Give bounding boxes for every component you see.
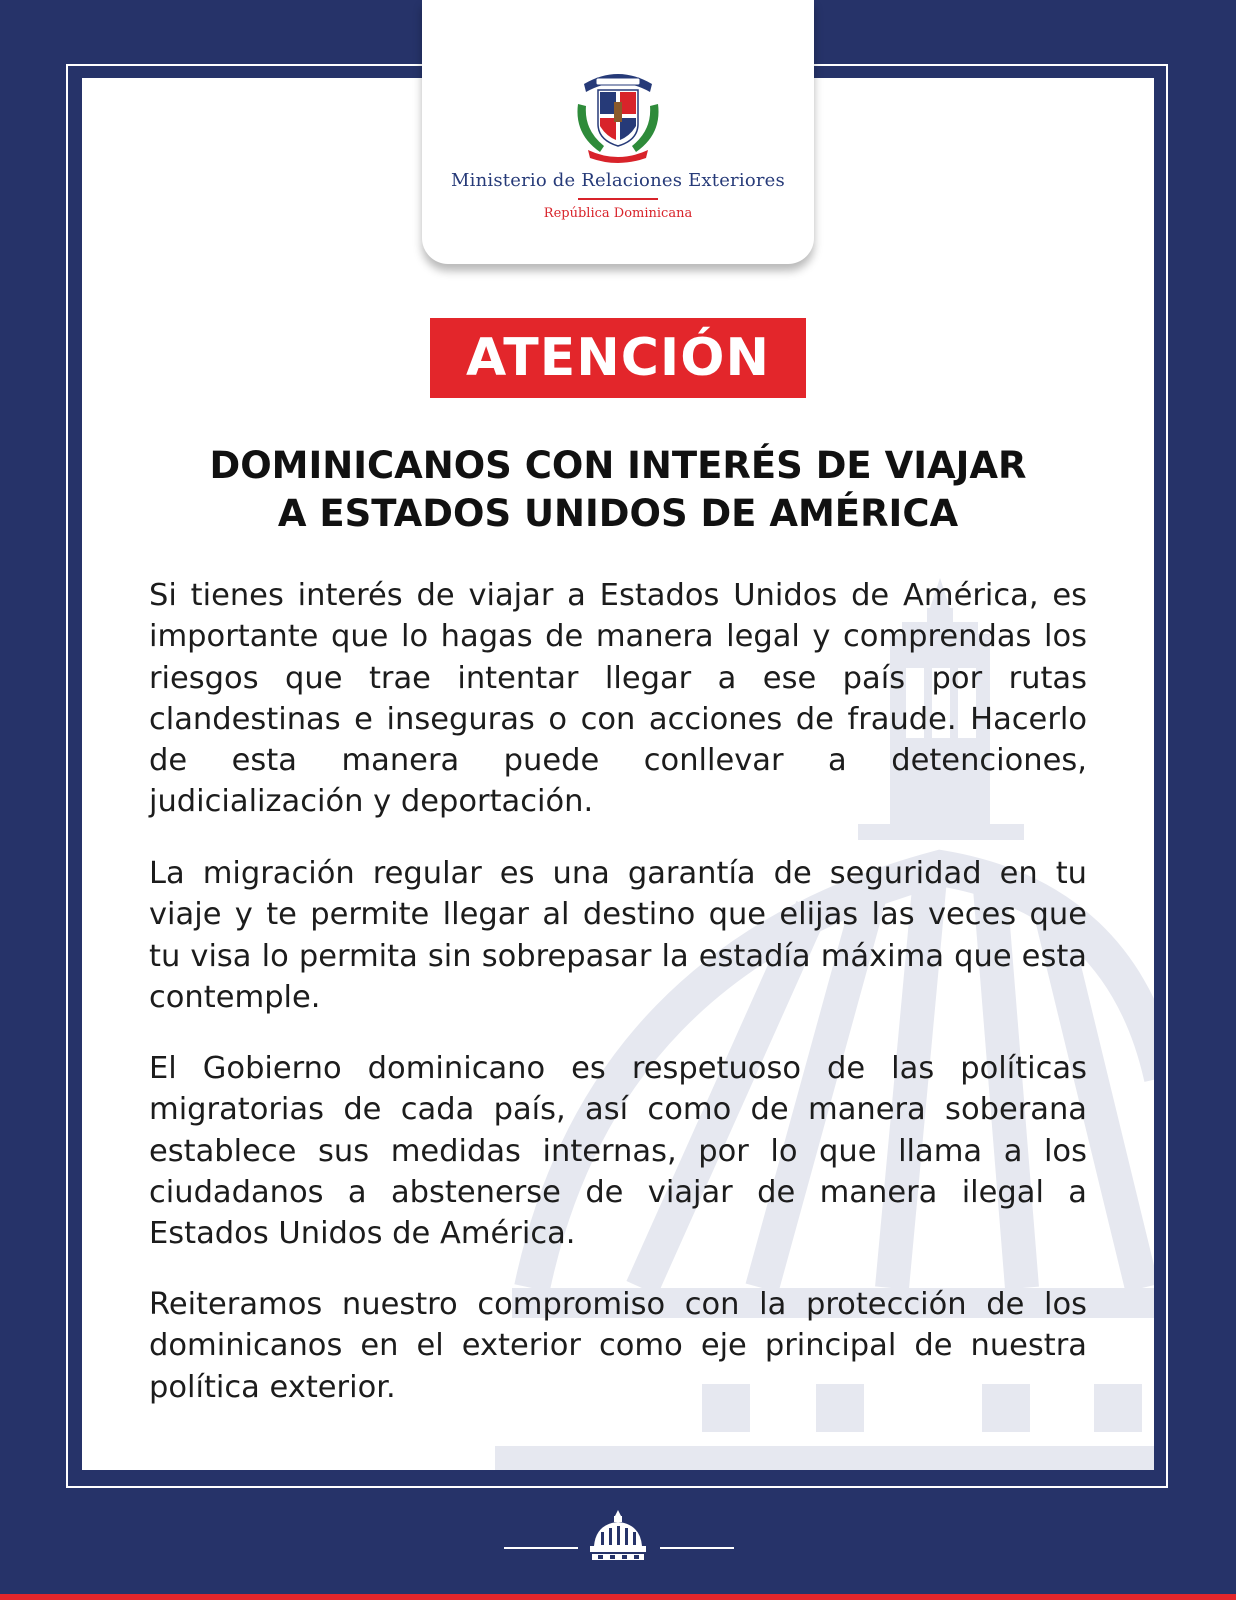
body-paragraph: Si tienes interés de viajar a Estados Unidos de América, es importante que lo hagas de manera legal y comprendas los riesgos que trae intentar llegar a ese país por rutas clandestinas e inseguras o con acciones de fraude. Hacerlo de esta manera puede conllevar a detenciones, judicialización y deportación. xyxy=(149,578,1087,820)
footer-rule-right xyxy=(660,1547,734,1549)
notice-headline-line2: A ESTADOS UNIDOS DE AMÉRICA xyxy=(277,492,959,535)
bottom-red-stripe xyxy=(0,1594,1236,1600)
notice-headline-line1: DOMINICANOS CON INTERÉS DE VIAJAR xyxy=(209,444,1027,487)
ministry-logo-card xyxy=(422,0,814,264)
footer-rule-left xyxy=(504,1547,578,1549)
coat-of-arms-icon xyxy=(570,64,666,164)
body-paragraph: La migración regular es una garantía de seguridad en tu viaje y te permite llegar al destino que elijas las veces que tu visa lo permita sin sobrepasar la estadía máxima que esta contemple. xyxy=(149,856,1087,1015)
body-paragraph: El Gobierno dominicano es respetuoso de las políticas migratorias de cada país, así como de manera soberana establece sus medidas internas, por lo que llama a los ciudadanos a abstenerse de viajar de manera ilegal a Estados Unidos de América. xyxy=(149,1051,1087,1252)
country-name: República Dominicana xyxy=(543,206,693,221)
body-paragraph: Reiteramos nuestro compromiso con la protección de los dominicanos en el exterior como eje principal de nuestra política exterior. xyxy=(149,1287,1087,1405)
logo-divider xyxy=(578,198,658,200)
attention-badge: ATENCIÓN xyxy=(430,318,806,398)
ministry-name: Ministerio de Relaciones Exteriores xyxy=(451,170,785,191)
palace-dome-icon xyxy=(588,1510,648,1566)
